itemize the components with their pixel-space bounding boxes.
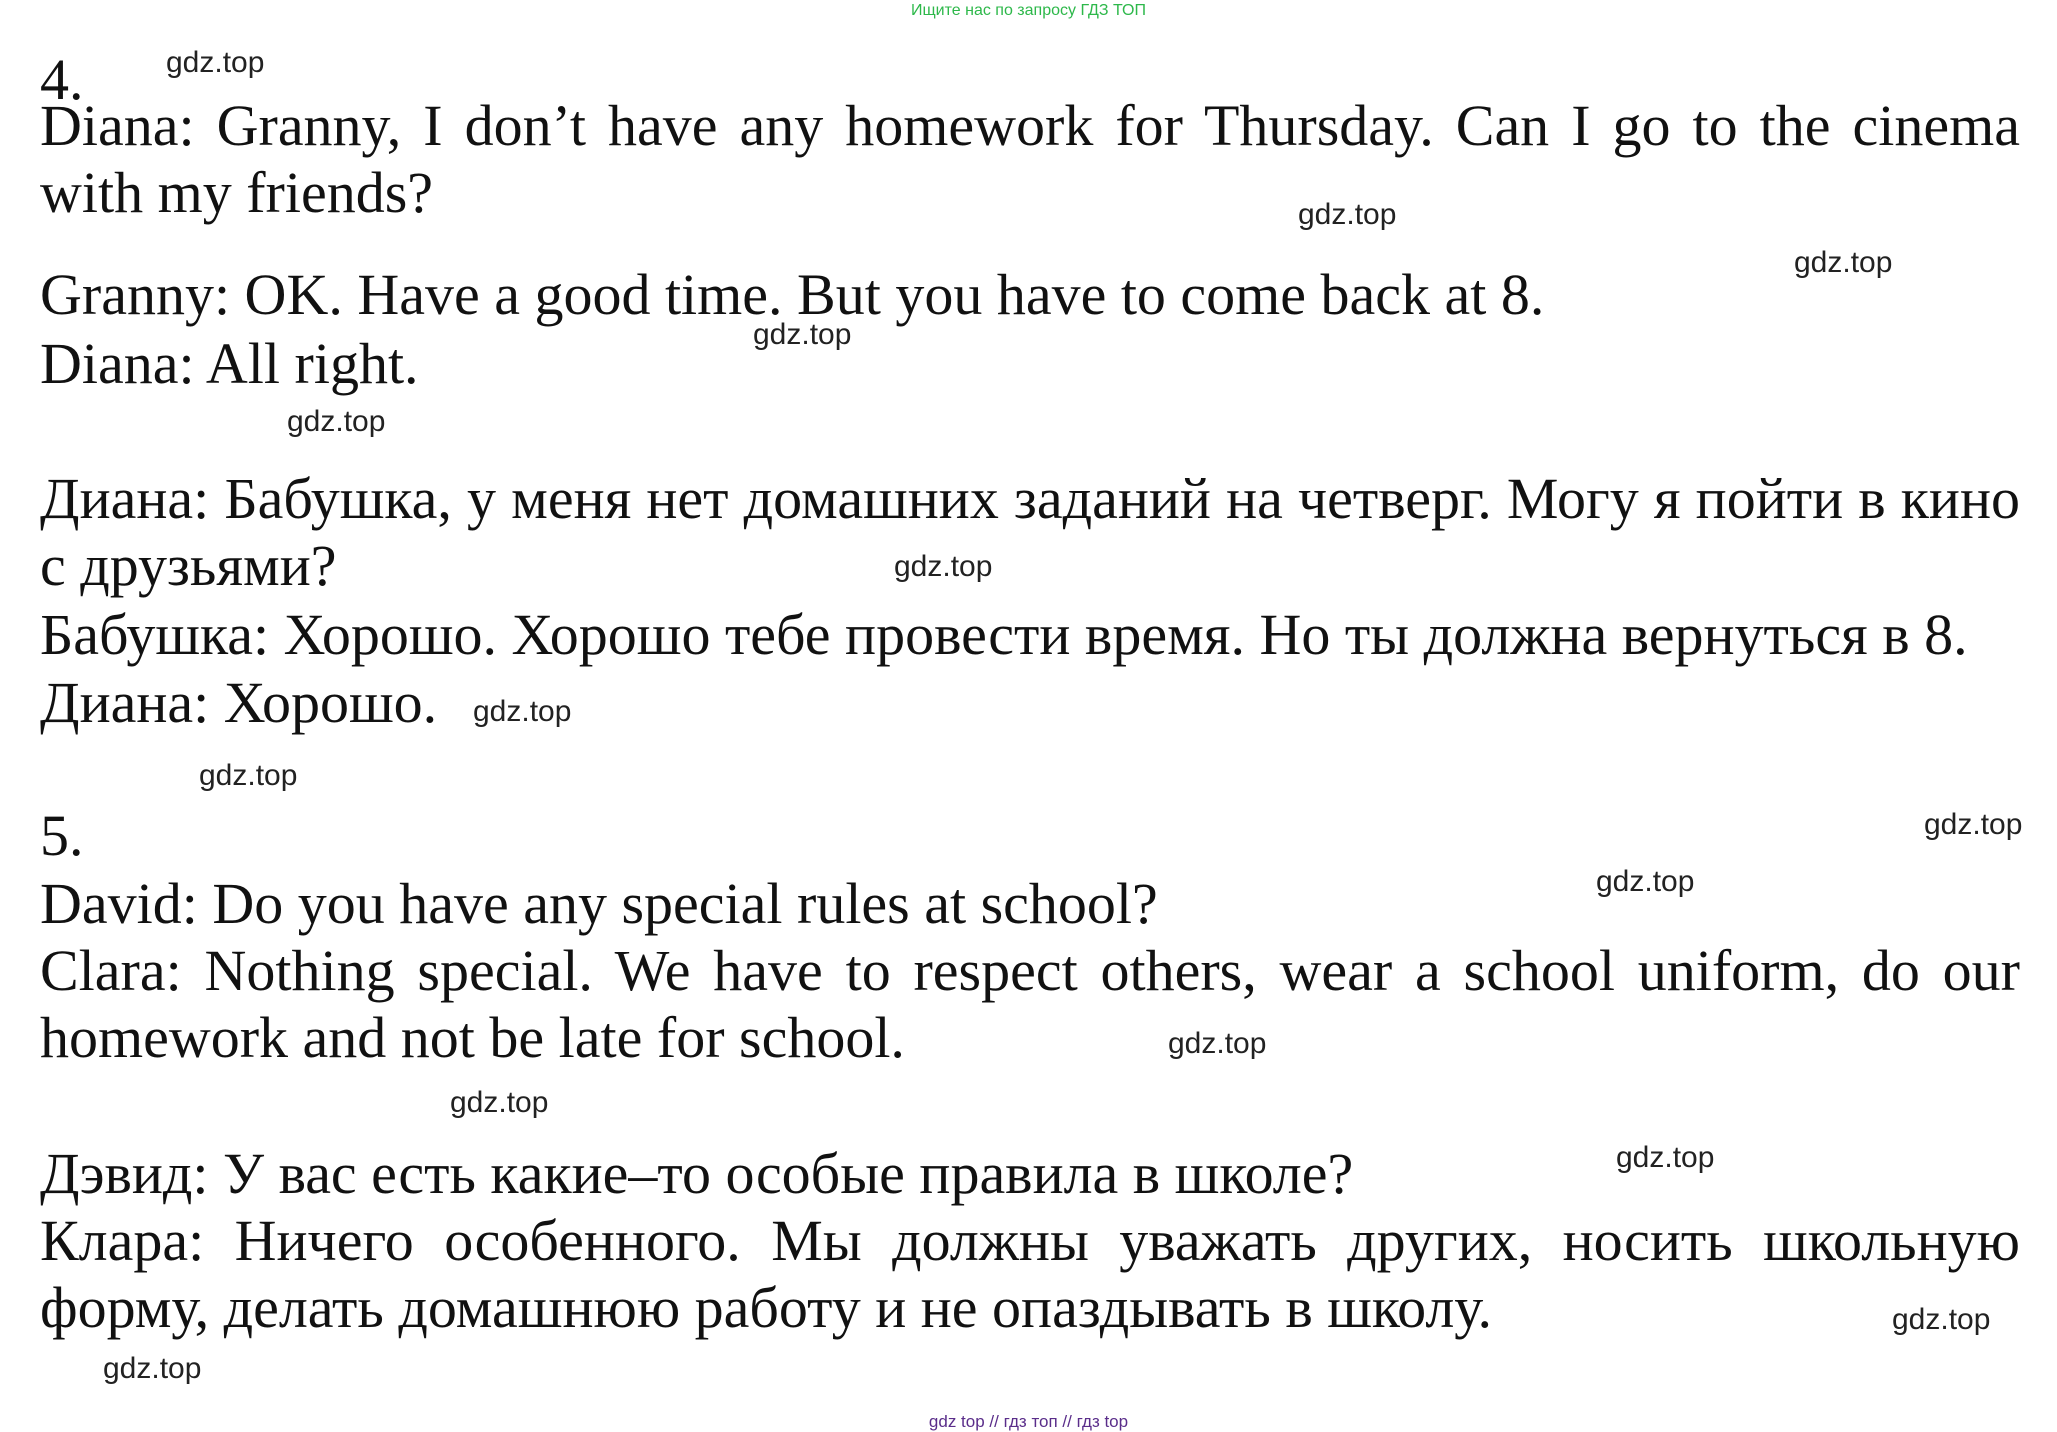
footer-text: gdz top // гдз топ // гдз top bbox=[928, 1412, 1129, 1431]
watermark: gdz.top bbox=[1616, 1141, 1715, 1174]
exercise-4-translation-granny: Бабушка: Хорошо. Хорошо тебе провести время. Но ты должна вернуться в 8. bbox=[40, 602, 1968, 667]
exercise-4-line-diana-reply: Diana: All right. bbox=[40, 331, 419, 396]
exercise-5-number: 5. bbox=[40, 803, 84, 868]
exercise-5-translation-david: Дэвид: У вас есть какие–то особые правила в школе? bbox=[40, 1141, 1354, 1206]
exercise-5-line-david: David: Do you have any special rules at school? bbox=[40, 871, 1158, 936]
watermark: gdz.top bbox=[103, 1352, 202, 1385]
watermark: gdz.top bbox=[450, 1086, 549, 1119]
watermark: gdz.top bbox=[753, 318, 852, 351]
watermark: gdz.top bbox=[1794, 246, 1893, 279]
watermark: gdz.top bbox=[166, 46, 265, 79]
exercise-5-translation-clara: Клара: Ничего особенного. Мы должны уважать других, носить школьную форму, делать домашнюю работу и не опаздывать в школу. bbox=[40, 1208, 2020, 1340]
watermark: gdz.top bbox=[287, 405, 386, 438]
watermark: gdz.top bbox=[1596, 865, 1695, 898]
exercise-5-line-clara: Clara: Nothing special. We have to respect others, wear a school uniform, do our homework and not be late for school. bbox=[40, 938, 2020, 1070]
watermark: gdz.top bbox=[894, 550, 993, 583]
exercise-4-line-granny: Granny: OK. Have a good time. But you have to come back at 8. bbox=[40, 262, 1545, 327]
exercise-4-translation-diana-reply: Диана: Хорошо. bbox=[40, 670, 438, 735]
exercise-4-number: 4. bbox=[40, 47, 84, 112]
watermark: gdz.top bbox=[1298, 198, 1397, 231]
watermark: gdz.top bbox=[1924, 808, 2023, 841]
top-banner-link[interactable]: Ищите нас по запросу ГДЗ ТОП bbox=[911, 2, 1146, 19]
exercise-4-translation-diana: Диана: Бабушка, у меня нет домашних заданий на четверг. Могу я пойти в кино с друзьями? bbox=[40, 466, 2020, 598]
watermark: gdz.top bbox=[199, 759, 298, 792]
watermark: gdz.top bbox=[1168, 1027, 1267, 1060]
watermark: gdz.top bbox=[1892, 1303, 1991, 1336]
watermark: gdz.top bbox=[473, 695, 572, 728]
exercise-4-line-diana: Diana: Granny, I don’t have any homework for Thursday. Can I go to the cinema with my friends? bbox=[40, 93, 2020, 225]
